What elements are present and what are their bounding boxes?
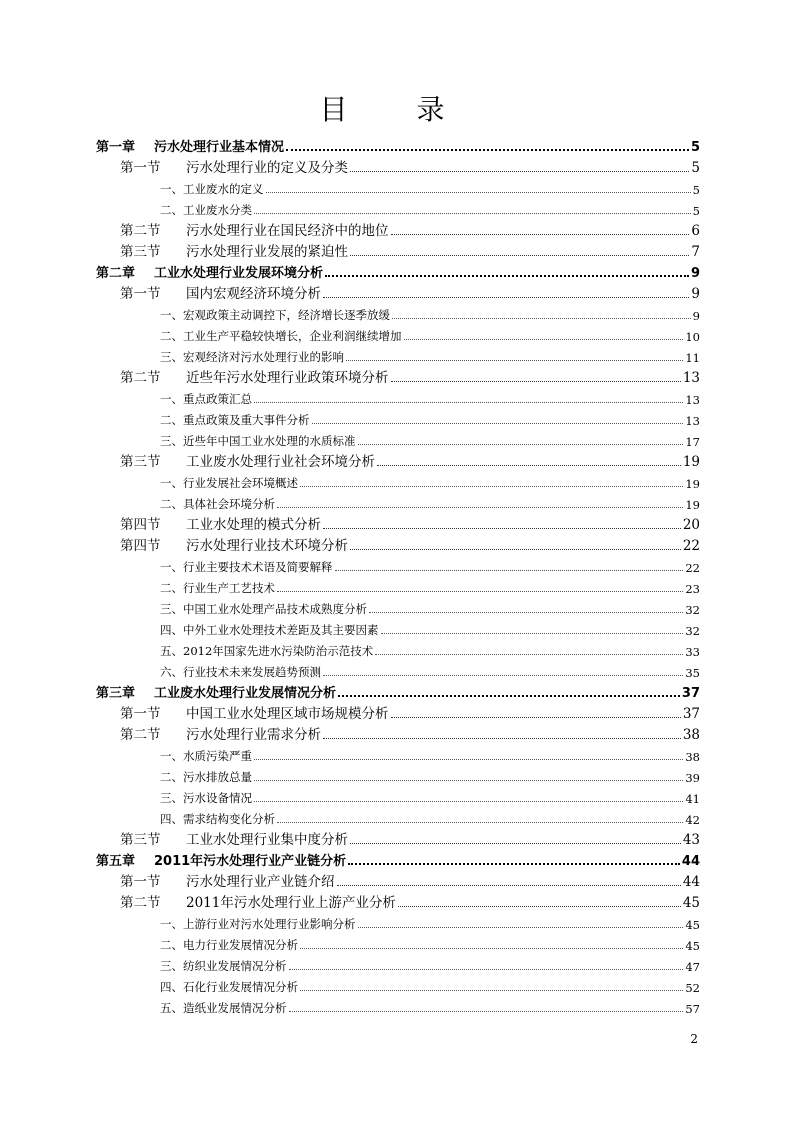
toc-entry-chap[interactable] xyxy=(96,680,700,701)
toc-dot-leader xyxy=(323,527,681,529)
table-of-contents xyxy=(96,134,700,1016)
toc-entry-page: 20 xyxy=(682,517,700,533)
toc-entry-label xyxy=(160,181,264,197)
toc-entry-title: 污水处理行业基本情况 xyxy=(154,140,285,155)
toc-entry-title: 三、纺织业发展情况分析 xyxy=(160,959,287,973)
toc-entry-page: 5 xyxy=(691,160,700,176)
toc-entry-number: 第二节 xyxy=(120,727,161,743)
toc-entry-title: 污水处理行业技术环境分析 xyxy=(186,538,348,554)
toc-entry-title: 一、工业废水的定义 xyxy=(160,182,264,196)
toc-entry-sec[interactable] xyxy=(96,890,700,911)
toc-entry-page: 9 xyxy=(690,266,700,281)
toc-dot-leader xyxy=(350,254,689,256)
toc-entry-title: 二、重点政策及重大事件分析 xyxy=(160,413,310,427)
toc-entry-title: 二、行业生产工艺技术 xyxy=(160,581,275,595)
toc-entry-sub[interactable] xyxy=(96,386,700,407)
toc-entry-label xyxy=(160,664,321,680)
toc-entry-label xyxy=(120,702,389,722)
toc-entry-label xyxy=(160,748,252,764)
toc-entry-sub[interactable] xyxy=(96,302,700,323)
toc-entry-sub[interactable] xyxy=(96,995,700,1016)
toc-entry-page: 19 xyxy=(685,498,700,512)
toc-entry-page: 37 xyxy=(681,686,700,701)
toc-dot-leader xyxy=(277,590,683,592)
toc-entry-label xyxy=(96,262,323,281)
toc-entry-title: 四、石化行业发展情况分析 xyxy=(160,980,298,994)
toc-entry-label xyxy=(120,156,348,176)
toc-entry-title: 污水处理行业发展的紧迫性 xyxy=(186,244,348,260)
toc-entry-page: 52 xyxy=(685,981,700,995)
toc-entry-page: 11 xyxy=(685,351,700,365)
toc-dot-leader xyxy=(377,464,681,466)
toc-entry-page: 45 xyxy=(682,895,700,911)
toc-entry-label xyxy=(120,450,375,470)
toc-entry-number: 第二节 xyxy=(120,223,161,239)
toc-entry-page: 19 xyxy=(685,477,700,491)
toc-entry-title: 二、工业废水分类 xyxy=(160,203,252,217)
toc-entry-label xyxy=(160,328,402,344)
toc-entry-sec[interactable] xyxy=(96,281,700,302)
toc-entry-title: 二、工业生产平稳较快增长，企业利润继续增加 xyxy=(160,329,402,343)
toc-entry-label xyxy=(96,136,284,155)
toc-dot-leader xyxy=(323,737,681,739)
toc-entry-number: 第二节 xyxy=(120,895,161,911)
toc-entry-number: 第三节 xyxy=(120,244,161,260)
toc-entry-label xyxy=(160,559,333,575)
toc-dot-leader xyxy=(348,862,680,865)
toc-entry-sec[interactable] xyxy=(96,155,700,176)
toc-entry-page: 38 xyxy=(682,727,700,743)
toc-entry-number: 第一节 xyxy=(120,706,161,722)
toc-entry-title: 一、重点政策汇总 xyxy=(160,392,252,406)
toc-entry-number: 第二章 xyxy=(96,266,136,281)
toc-entry-page: 45 xyxy=(685,939,700,953)
toc-entry-sub[interactable] xyxy=(96,911,700,932)
toc-entry-page: 13 xyxy=(685,393,700,407)
toc-dot-leader xyxy=(358,926,684,928)
toc-entry-sub[interactable] xyxy=(96,491,700,512)
toc-entry-sec[interactable] xyxy=(96,533,700,554)
toc-entry-label xyxy=(160,307,390,323)
toc-entry-sub[interactable] xyxy=(96,785,700,806)
toc-entry-label xyxy=(120,366,389,386)
toc-dot-leader xyxy=(398,905,681,907)
toc-entry-title: 二、电力行业发展情况分析 xyxy=(160,938,298,952)
toc-entry-sub[interactable] xyxy=(96,344,700,365)
toc-entry-number: 第二节 xyxy=(120,370,161,386)
toc-dot-leader xyxy=(286,148,689,151)
toc-entry-sec[interactable] xyxy=(96,827,700,848)
toc-entry-sub[interactable] xyxy=(96,806,700,827)
toc-entry-title: 污水处理行业需求分析 xyxy=(186,727,321,743)
toc-entry-title: 二、污水排放总量 xyxy=(160,770,252,784)
toc-entry-label xyxy=(120,240,348,260)
toc-dot-leader xyxy=(392,317,691,319)
toc-entry-sub[interactable] xyxy=(96,323,700,344)
toc-entry-title: 中国工业水处理区域市场规模分析 xyxy=(186,706,389,722)
toc-entry-title: 四、中外工业水处理技术差距及其主要因素 xyxy=(160,623,379,637)
toc-entry-chap[interactable] xyxy=(96,848,700,869)
toc-entry-label xyxy=(160,958,287,974)
toc-entry-page: 35 xyxy=(685,666,700,680)
toc-dot-leader xyxy=(338,694,680,697)
toc-entry-sub[interactable] xyxy=(96,575,700,596)
toc-dot-leader xyxy=(369,611,683,613)
toc-entry-sub[interactable] xyxy=(96,407,700,428)
toc-entry-label xyxy=(160,349,344,365)
toc-entry-label xyxy=(96,850,346,869)
toc-dot-leader xyxy=(350,842,681,844)
toc-dot-leader xyxy=(300,485,683,487)
toc-dot-leader xyxy=(375,653,683,655)
toc-dot-leader xyxy=(254,401,683,403)
toc-entry-label xyxy=(160,202,252,218)
toc-dot-leader xyxy=(300,989,683,991)
toc-entry-title: 2011年污水处理行业产业链分析 xyxy=(154,854,347,869)
toc-entry-page: 23 xyxy=(685,582,700,596)
toc-entry-number: 第一节 xyxy=(120,874,161,890)
toc-entry-page: 5 xyxy=(692,183,700,197)
toc-entry-chap[interactable] xyxy=(96,134,700,155)
toc-entry-page: 32 xyxy=(685,603,700,617)
toc-entry-title: 三、中国工业水处理产品技术成熟度分析 xyxy=(160,602,367,616)
toc-entry-sub[interactable] xyxy=(96,638,700,659)
toc-entry-title: 五、2012年国家先进水污染防治示范技术 xyxy=(160,644,374,658)
page-title: 目 录 xyxy=(319,93,475,126)
toc-dot-leader xyxy=(277,821,683,823)
toc-entry-sub[interactable] xyxy=(96,617,700,638)
toc-entry-sec[interactable] xyxy=(96,869,700,890)
toc-dot-leader xyxy=(325,274,689,277)
toc-entry-label xyxy=(120,282,321,302)
toc-entry-page: 41 xyxy=(685,792,700,806)
toc-entry-sec[interactable] xyxy=(96,239,700,260)
toc-entry-page: 38 xyxy=(685,750,700,764)
toc-entry-number: 第三节 xyxy=(120,454,161,470)
toc-dot-leader xyxy=(391,380,681,382)
toc-entry-label xyxy=(160,979,298,995)
toc-entry-sub[interactable] xyxy=(96,932,700,953)
toc-entry-label xyxy=(160,412,310,428)
toc-entry-sec[interactable] xyxy=(96,218,700,239)
toc-entry-page: 17 xyxy=(685,435,700,449)
toc-entry-sub[interactable] xyxy=(96,428,700,449)
toc-entry-page: 43 xyxy=(682,832,700,848)
toc-entry-title: 污水处理行业的定义及分类 xyxy=(186,160,348,176)
toc-entry-sub[interactable] xyxy=(96,197,700,218)
toc-dot-leader xyxy=(391,233,690,235)
toc-entry-title: 污水处理行业产业链介绍 xyxy=(186,874,335,890)
toc-dot-leader xyxy=(266,191,691,193)
toc-entry-sec[interactable] xyxy=(96,512,700,533)
toc-dot-leader xyxy=(323,674,683,676)
toc-entry-title: 五、造纸业发展情况分析 xyxy=(160,1001,287,1015)
toc-entry-label xyxy=(160,601,367,617)
toc-entry-title: 近些年污水处理行业政策环境分析 xyxy=(186,370,389,386)
toc-dot-leader xyxy=(381,632,684,634)
toc-entry-page: 6 xyxy=(691,223,700,239)
page-number: 2 xyxy=(690,1032,698,1046)
toc-dot-leader xyxy=(289,1010,684,1012)
toc-entry-chap[interactable] xyxy=(96,260,700,281)
toc-dot-leader xyxy=(254,800,683,802)
toc-entry-page: 57 xyxy=(685,1002,700,1016)
toc-entry-title: 一、水质污染严重 xyxy=(160,749,252,763)
toc-dot-leader xyxy=(335,569,684,571)
toc-entry-label xyxy=(120,723,321,743)
toc-entry-sec[interactable] xyxy=(96,365,700,386)
toc-entry-label xyxy=(120,513,321,533)
toc-entry-number: 第一节 xyxy=(120,286,161,302)
toc-entry-page: 42 xyxy=(685,813,700,827)
toc-entry-sub[interactable] xyxy=(96,764,700,785)
toc-entry-label xyxy=(160,391,252,407)
toc-entry-title: 一、行业发展社会环境概述 xyxy=(160,476,298,490)
toc-entry-number: 第四节 xyxy=(120,517,161,533)
toc-entry-label xyxy=(120,828,348,848)
toc-entry-number: 第三章 xyxy=(96,686,136,701)
toc-entry-number: 第一节 xyxy=(120,160,161,176)
toc-entry-label xyxy=(160,916,356,932)
toc-entry-title: 一、宏观政策主动调控下，经济增长逐季放缓 xyxy=(160,308,390,322)
toc-dot-leader xyxy=(346,359,683,361)
toc-entry-title: 三、近些年中国工业水处理的水质标准 xyxy=(160,434,356,448)
toc-entry-page: 5 xyxy=(690,140,700,155)
toc-entry-label xyxy=(160,622,379,638)
toc-entry-title: 六、行业技术未来发展趋势预测 xyxy=(160,665,321,679)
toc-entry-page: 9 xyxy=(691,286,700,302)
toc-entry-label xyxy=(120,534,348,554)
toc-entry-page: 19 xyxy=(682,454,700,470)
toc-entry-page: 44 xyxy=(681,854,700,869)
toc-entry-sec[interactable] xyxy=(96,701,700,722)
toc-entry-page: 22 xyxy=(685,561,700,575)
toc-entry-sub[interactable] xyxy=(96,743,700,764)
toc-entry-sec[interactable] xyxy=(96,722,700,743)
toc-entry-title: 二、具体社会环境分析 xyxy=(160,497,275,511)
toc-entry-sub[interactable] xyxy=(96,659,700,680)
toc-entry-label xyxy=(160,1000,287,1016)
toc-entry-page: 7 xyxy=(691,244,700,260)
toc-dot-leader xyxy=(323,296,689,298)
toc-dot-leader xyxy=(391,716,681,718)
toc-entry-page: 37 xyxy=(682,706,700,722)
toc-entry-page: 13 xyxy=(685,414,700,428)
toc-entry-label xyxy=(160,475,298,491)
toc-entry-number: 第一章 xyxy=(96,140,136,155)
toc-entry-page: 10 xyxy=(685,330,700,344)
toc-entry-page: 39 xyxy=(685,771,700,785)
toc-entry-label xyxy=(160,496,275,512)
toc-entry-page: 47 xyxy=(685,960,700,974)
toc-entry-label xyxy=(160,580,275,596)
toc-entry-label xyxy=(120,891,396,911)
toc-dot-leader xyxy=(404,338,684,340)
toc-entry-label xyxy=(160,643,373,659)
toc-entry-page: 32 xyxy=(685,624,700,638)
toc-dot-leader xyxy=(254,779,683,781)
toc-dot-leader xyxy=(358,443,684,445)
toc-entry-page: 33 xyxy=(685,645,700,659)
toc-dot-leader xyxy=(300,947,683,949)
toc-entry-title: 工业水处理的模式分析 xyxy=(186,517,321,533)
toc-entry-title: 污水处理行业在国民经济中的地位 xyxy=(186,223,389,239)
toc-entry-title: 三、宏观经济对污水处理行业的影响 xyxy=(160,350,344,364)
toc-entry-number: 第四节 xyxy=(120,538,161,554)
toc-dot-leader xyxy=(350,170,689,172)
toc-entry-page: 13 xyxy=(682,370,700,386)
toc-entry-label xyxy=(160,811,275,827)
toc-entry-title: 工业废水处理行业社会环境分析 xyxy=(186,454,375,470)
toc-entry-title: 一、上游行业对污水处理行业影响分析 xyxy=(160,917,356,931)
toc-entry-title: 国内宏观经济环境分析 xyxy=(186,286,321,302)
toc-entry-sub[interactable] xyxy=(96,953,700,974)
toc-entry-label xyxy=(160,937,298,953)
toc-entry-label xyxy=(160,769,252,785)
toc-entry-sub[interactable] xyxy=(96,470,700,491)
toc-entry-sec[interactable] xyxy=(96,449,700,470)
toc-dot-leader xyxy=(277,506,683,508)
toc-dot-leader xyxy=(350,548,681,550)
toc-entry-sub[interactable] xyxy=(96,554,700,575)
toc-entry-page: 5 xyxy=(692,204,700,218)
toc-dot-leader xyxy=(254,758,683,760)
toc-entry-sub[interactable] xyxy=(96,596,700,617)
toc-dot-leader xyxy=(312,422,684,424)
toc-entry-sub[interactable] xyxy=(96,974,700,995)
toc-entry-title: 2011年污水处理行业上游产业分析 xyxy=(186,895,396,911)
toc-entry-number: 第三节 xyxy=(120,832,161,848)
toc-entry-label xyxy=(160,433,356,449)
toc-entry-title: 工业水处理行业发展环境分析 xyxy=(154,266,324,281)
toc-entry-title: 一、行业主要技术术语及简要解释 xyxy=(160,560,333,574)
toc-entry-number: 第五章 xyxy=(96,854,136,869)
toc-entry-label xyxy=(160,790,252,806)
toc-dot-leader xyxy=(337,884,681,886)
toc-entry-label xyxy=(96,682,336,701)
toc-entry-page: 44 xyxy=(682,874,700,890)
toc-entry-title: 四、需求结构变化分析 xyxy=(160,812,275,826)
toc-dot-leader xyxy=(254,212,691,214)
toc-entry-label xyxy=(120,219,389,239)
toc-entry-page: 22 xyxy=(682,538,700,554)
toc-entry-title: 三、污水设备情况 xyxy=(160,791,252,805)
toc-entry-title: 工业水处理行业集中度分析 xyxy=(186,832,348,848)
toc-entry-label xyxy=(120,870,335,890)
toc-dot-leader xyxy=(289,968,684,970)
toc-entry-page: 9 xyxy=(692,309,700,323)
toc-entry-sub[interactable] xyxy=(96,176,700,197)
toc-entry-page: 45 xyxy=(685,918,700,932)
toc-entry-title: 工业废水处理行业发展情况分析 xyxy=(154,686,337,701)
